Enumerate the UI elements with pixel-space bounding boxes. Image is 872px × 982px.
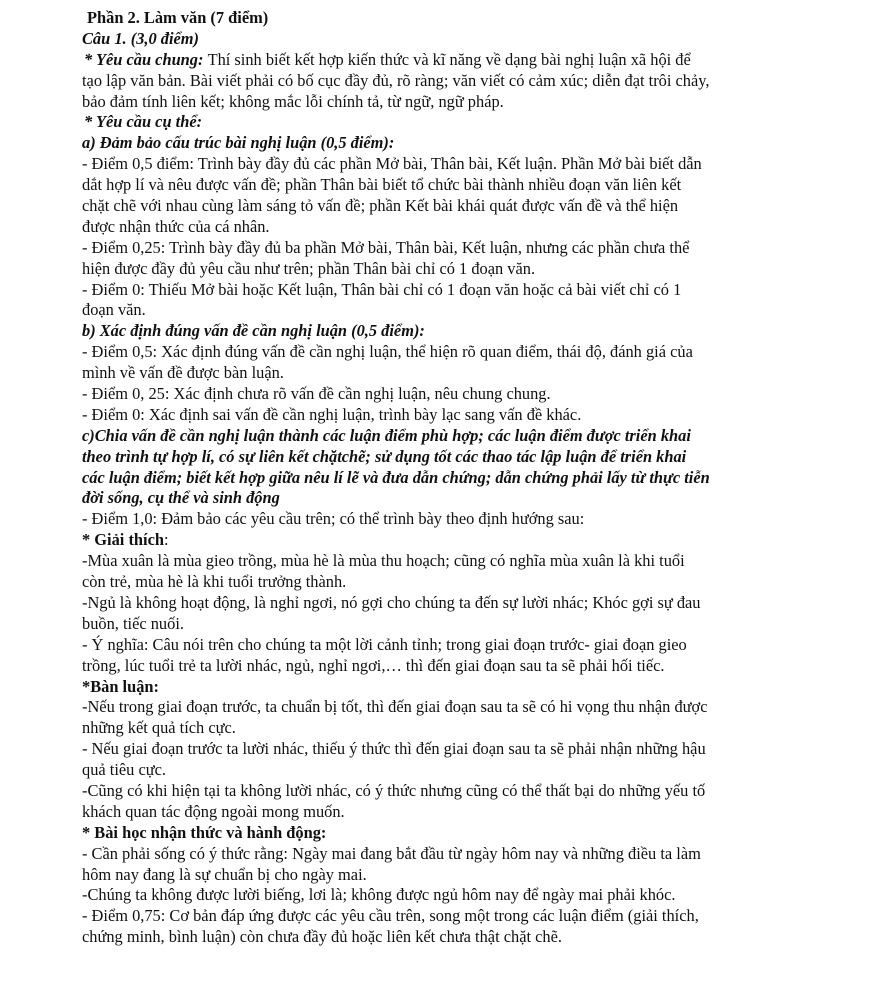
text-line: -Cũng có khi hiện tại ta không lười nhác, có ý thức nhưng cũng có thể thất bại do những yếu tố bbox=[82, 780, 706, 800]
text-line: - Nếu giai đoạn trước ta lười nhác, thiếu ý thức thì đến giai đoạn sau ta sẽ phải nhận những hậu bbox=[82, 739, 706, 759]
text-line: trồng, lúc tuổi trẻ ta lười nhác, ngủ, nghỉ ngơi,… thì đến giai đoạn sau ta sẽ phải hối tiếc. bbox=[82, 655, 665, 675]
text-line: a) Đảm bảo cấu trúc bài nghị luận (0,5 điểm): bbox=[82, 133, 395, 153]
text-line: buồn, tiếc nuối. bbox=[82, 613, 184, 633]
text-line: - Điểm 1,0: Đảm bảo các yêu cầu trên; có thể trình bày theo định hướng sau: bbox=[82, 509, 585, 529]
text-line: - Điểm 0,25: Trình bày đầy đủ ba phần Mở bài, Thân bài, Kết luận, nhưng các phần chưa thể bbox=[82, 237, 690, 257]
text-line: được nhận thức của cá nhân. bbox=[82, 216, 270, 236]
text-line: bảo đảm tính liên kết; không mắc lỗi chính tả, từ ngữ, ngữ pháp. bbox=[82, 91, 504, 111]
text-line: - Điểm 0,75: Cơ bản đáp ứng được các yêu cầu trên, song một trong các luận điểm (giải thích, bbox=[82, 906, 699, 926]
text-line: quả tiêu cực. bbox=[82, 760, 166, 780]
text-line: chặt chẽ với nhau cùng làm sáng tỏ vấn đề; phần Kết bài khái quát được vấn đề và thể hiện bbox=[82, 196, 679, 216]
text-line: -Nếu trong giai đoạn trước, ta chuẩn bị tốt, thì đến giai đoạn sau ta sẽ có hi vọng thu nhận được bbox=[82, 697, 708, 717]
text-line: các luận điểm; biết kết hợp giữa nêu lí lẽ và đưa dẫn chứng; dẫn chứng phải lấy từ thực tiễn bbox=[82, 467, 710, 487]
text-run: * Yêu cầu chung: bbox=[84, 49, 208, 69]
text-line: *Bàn luận: bbox=[82, 676, 159, 696]
text-line: - Điểm 0, 25: Xác định chưa rõ vấn đề cần nghị luận, nêu chung chung. bbox=[82, 384, 551, 404]
text-line: - Điểm 0,5 điểm: Trình bày đầy đủ các phần Mở bài, Thân bài, Kết luận. Phần Mở bài biết dẫn bbox=[82, 154, 702, 174]
text-line: * Bài học nhận thức và hành động: bbox=[82, 822, 327, 842]
text-line: theo trình tự hợp lí, có sự liên kết chặtchẽ; sử dụng tốt các thao tác lập luận để triển khai bbox=[82, 446, 687, 466]
text-line: - Cần phải sống có ý thức rằng: Ngày mai đang bắt đầu từ ngày hôm nay và những điều ta làm bbox=[82, 843, 701, 863]
text-line: - Điểm 0: Thiếu Mở bài hoặc Kết luận, Thân bài chỉ có 1 đoạn văn hoặc cả bài viết chỉ có 1 bbox=[82, 279, 682, 299]
text-line: còn trẻ, mùa hè là khi tuổi trưởng thành. bbox=[82, 572, 347, 592]
text-line: Phần 2. Làm văn (7 điểm) bbox=[87, 8, 269, 27]
text-line: đời sống, cụ thể và sinh động bbox=[82, 488, 280, 508]
text-line: -Chúng ta không được lười biếng, lơi là; không được ngủ hôm nay để ngày mai phải khóc. bbox=[82, 885, 676, 905]
text-run: : bbox=[163, 530, 169, 550]
text-line: -Mùa xuân là mùa gieo trồng, mùa hè là mùa thu hoạch; cũng có nghĩa mùa xuân là khi tuổi bbox=[82, 551, 685, 571]
text-line bbox=[82, 530, 867, 551]
text-line: những kết quả tích cực. bbox=[82, 718, 236, 738]
text-run: Thí sinh biết kết hợp kiến thức và kĩ năng về dạng bài nghị luận xã hội để bbox=[207, 49, 691, 69]
text-line: tạo lập văn bản. Bài viết phải có bố cục đầy đủ, rõ ràng; văn viết có cảm xúc; diễn đạt trôi chảy, bbox=[82, 70, 710, 90]
text-line: Câu 1. (3,0 điểm) bbox=[82, 28, 200, 48]
text-line: b) Xác định đúng vấn đề cần nghị luận (0,5 điểm): bbox=[82, 321, 425, 341]
text-line: - Điểm 0,5: Xác định đúng vấn đề cần nghị luận, thể hiện rõ quan điểm, thái độ, đánh giá của bbox=[82, 342, 693, 362]
text-run: * Giải thích bbox=[82, 530, 164, 550]
text-line: khách quan tác động ngoài mong muốn. bbox=[82, 801, 345, 821]
text-line: - Ý nghĩa: Câu nói trên cho chúng ta một lời cảnh tỉnh; trong giai đoạn trước- giai đoạn gieo bbox=[82, 634, 687, 654]
text-line: đoạn văn. bbox=[82, 300, 146, 320]
text-line: c)Chia vấn đề cần nghị luận thành các luận điểm phù hợp; các luận điểm được triển khai bbox=[82, 425, 691, 445]
text-line: chứng minh, bình luận) còn chưa đầy đủ hoặc liên kết chưa thật chặt chẽ. bbox=[82, 927, 562, 947]
text-line: hôm nay đang là sự chuẩn bị cho ngày mai. bbox=[82, 864, 367, 884]
text-line: * Yêu cầu cụ thể: bbox=[84, 112, 203, 132]
text-line: -Ngủ là không hoạt động, là nghỉ ngơi, nó gợi cho chúng ta đến sự lười nhác; Khóc gợi sự đau bbox=[82, 592, 701, 612]
text-line bbox=[82, 50, 867, 71]
text-line: hiện được đầy đủ yêu cầu như trên; phần Thân bài chỉ có 1 đoạn văn. bbox=[82, 258, 536, 278]
document-page bbox=[82, 8, 867, 948]
text-line: dắt hợp lí và nêu được vấn đề; phần Thân bài biết tổ chức bài thành nhiều đoạn văn liên kết bbox=[82, 175, 682, 195]
text-line: mình về vấn đề được bàn luận. bbox=[82, 363, 284, 383]
text-line: - Điểm 0: Xác định sai vấn đề cần nghị luận, trình bày lạc sang vấn đề khác. bbox=[82, 404, 582, 424]
